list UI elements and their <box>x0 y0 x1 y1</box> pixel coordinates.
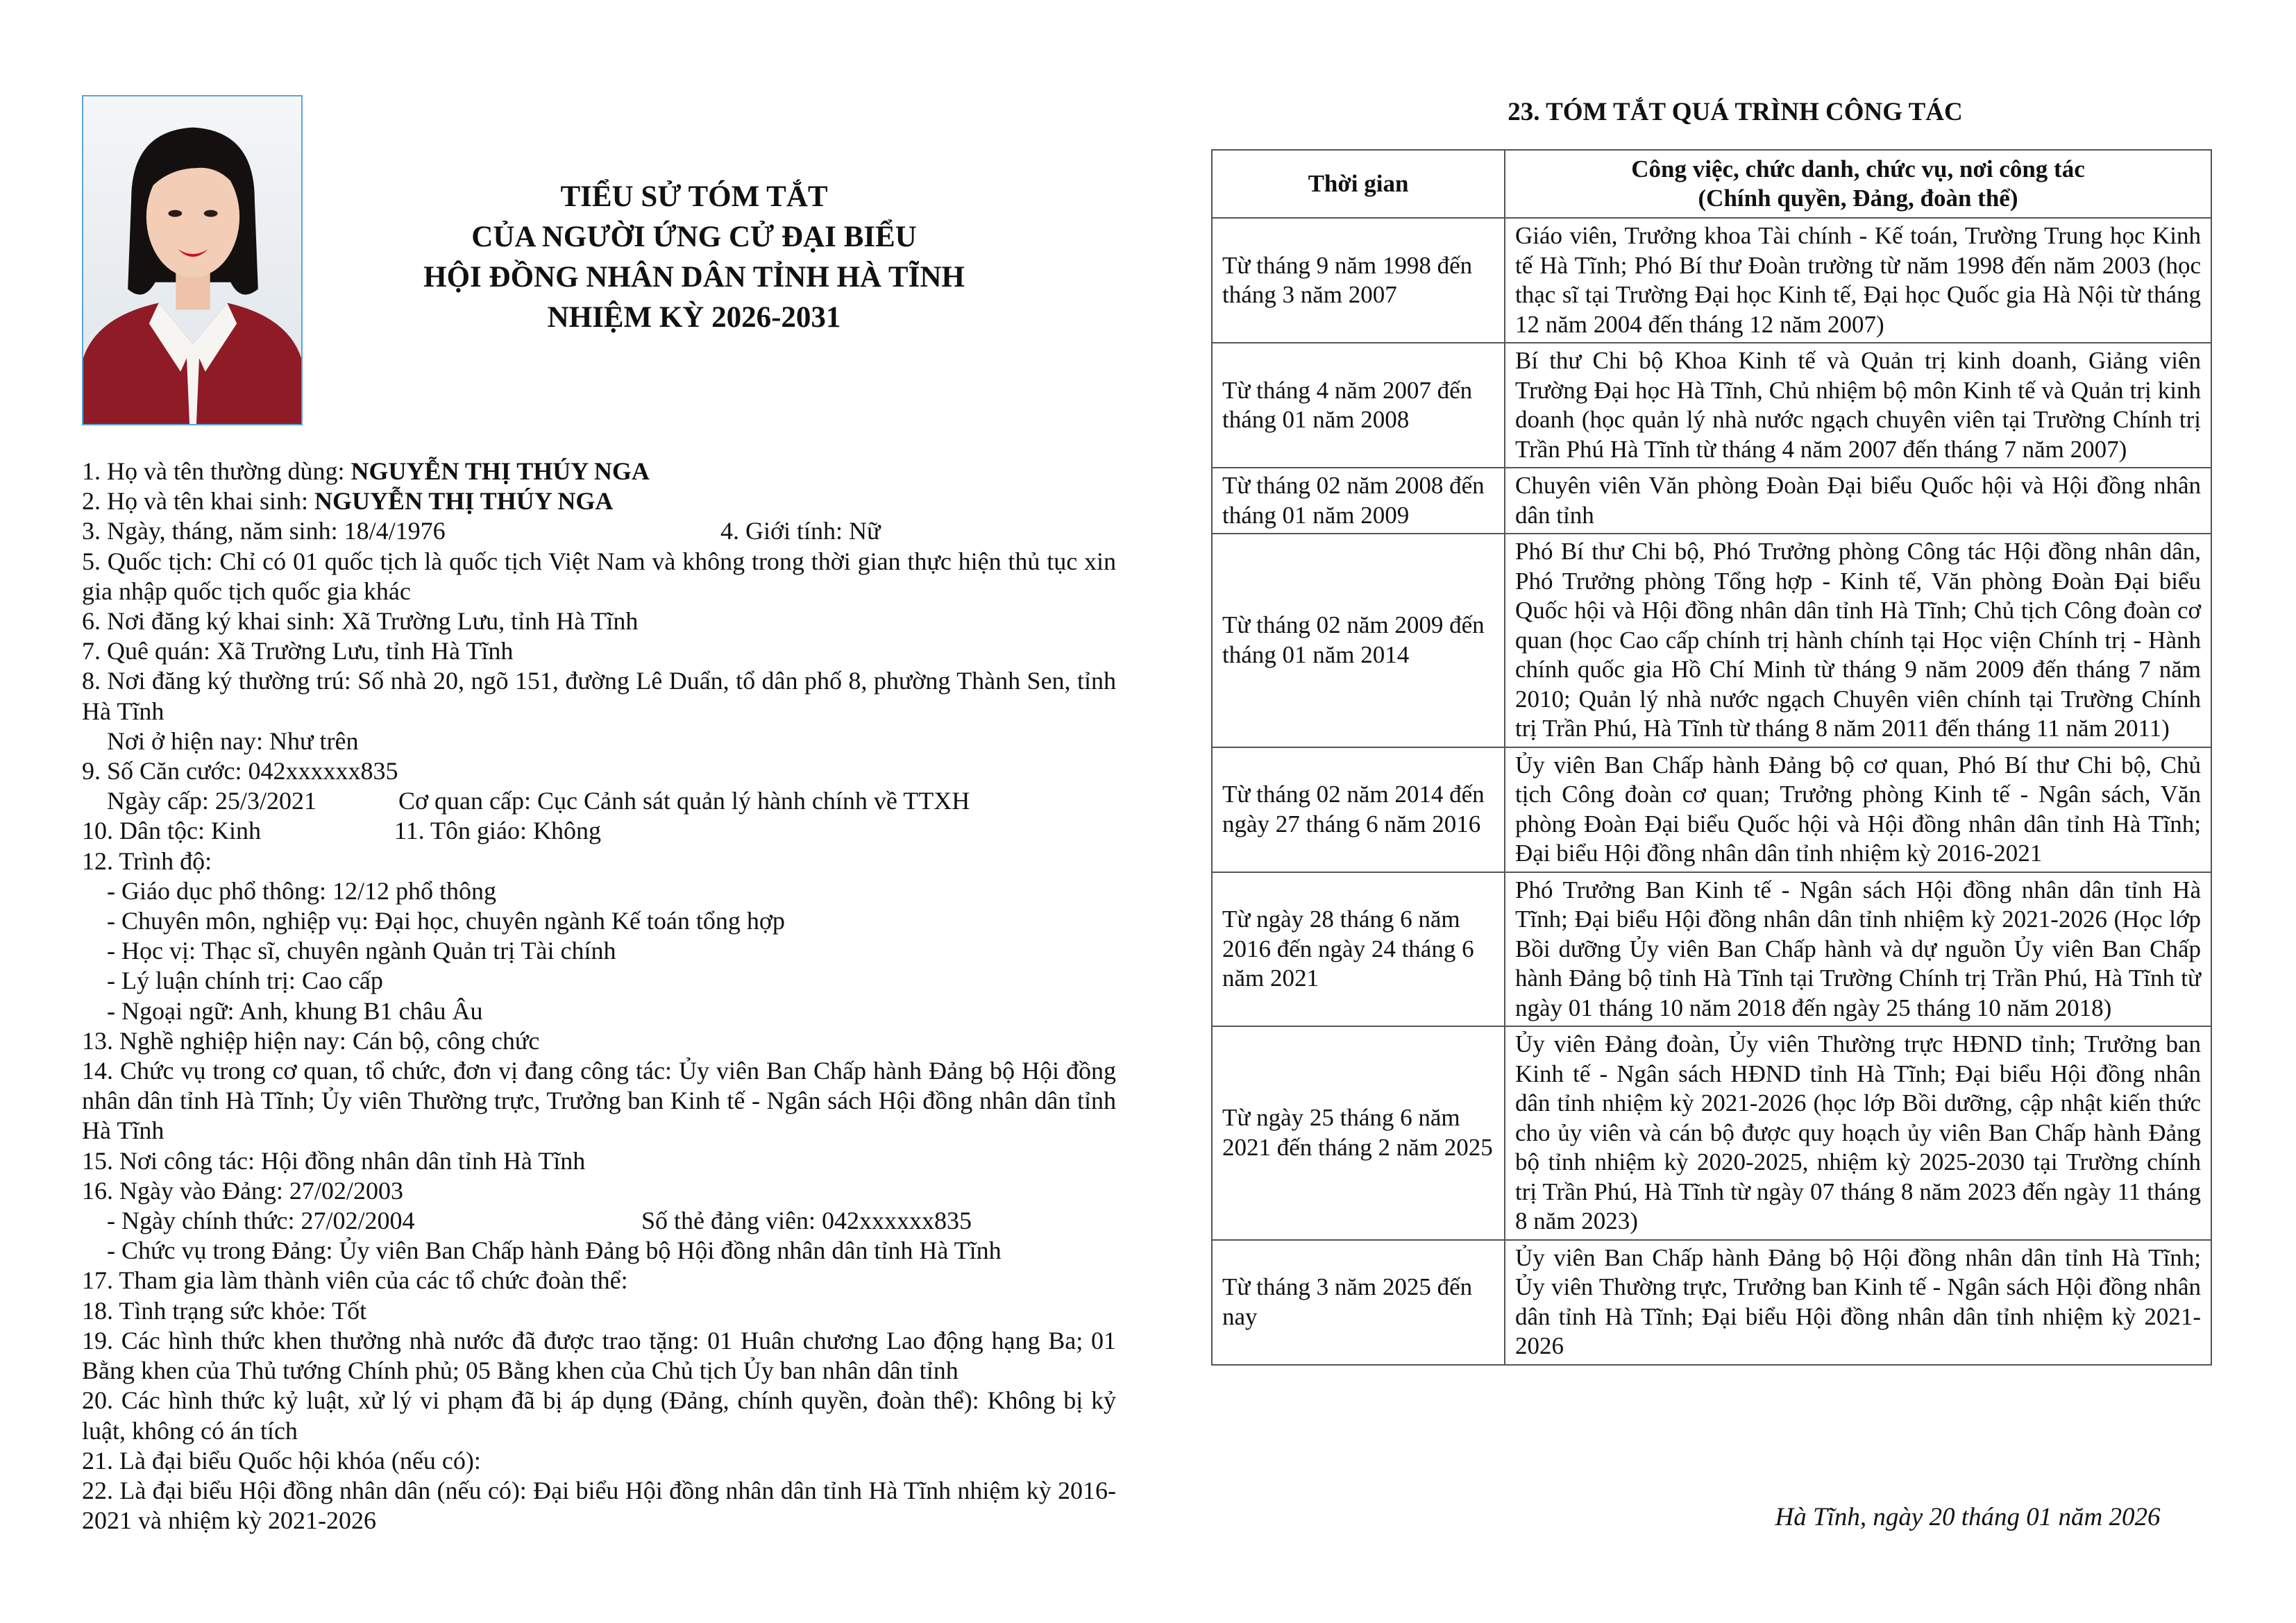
bio-occupation: 13. Nghề nghiệp hiện nay: Cán bộ, công chức <box>82 1026 540 1055</box>
signature-date-line: Hà Tĩnh, ngày 20 tháng 01 năm 2026 <box>1775 1503 2161 1531</box>
bio-pc-delegate: 22. Là đại biểu Hội đồng nhân dân (nếu có): Đại biểu Hội đồng nhân dân tỉnh Hà Tĩnh nhiệm kỳ 2016-2021 và nhiệm kỳ 2021-2026 <box>82 1476 1116 1535</box>
row-time: Từ ngày 28 tháng 6 năm 2016 đến ngày 24 tháng 6 năm 2021 <box>1212 872 1505 1027</box>
header-desc: Công việc, chức danh, chức vụ, nơi công tác (Chính quyền, Đảng, đoàn thể) <box>1505 150 2211 218</box>
bio-health: 18. Tình trạng sức khỏe: Tốt <box>82 1296 367 1325</box>
work-history-title: 23. TÓM TẮT QUÁ TRÌNH CÔNG TÁC <box>1508 98 1963 126</box>
row-time: Từ tháng 4 năm 2007 đến tháng 01 năm 2008 <box>1212 343 1505 468</box>
table-row <box>1212 1026 2211 1240</box>
bio-education-political: - Lý luận chính trị: Cao cấp <box>107 967 383 995</box>
table-row <box>1212 218 2211 343</box>
title-line-1: TIỂU SỬ TÓM TẮT <box>560 180 828 213</box>
bio-party-position: - Chức vụ trong Đảng: Ủy viên Ban Chấp hành Đảng bộ Hội đồng nhân dân tỉnh Hà Tĩnh <box>107 1237 1002 1265</box>
bio-education-language: - Ngoại ngữ: Anh, khung B1 châu Âu <box>107 996 483 1025</box>
work-history-table <box>1211 149 2212 1366</box>
row-desc: Ủy viên Đảng đoàn, Ủy viên Thường trực HĐND tỉnh; Trưởng ban Kinh tế - Ngân sách HĐND tỉnh Hà Tĩnh; Đại biểu Hội đồng nhân dân tỉnh nhiệm kỳ 2021-2026 (học lớp Bồi dưỡng, cập nhật kiến thức cho ủy viên và cán bộ được quy hoạch ủy viên Ban Chấp hành Đảng bộ tỉnh nhiệm kỳ 2020-2025, nhiệm kỳ 2025-2030 tại Trường chính trị Trần Phú, Hà Tĩnh từ ngày 07 tháng 8 năm 2023 đến ngày 11 tháng 8 năm 2023) <box>1505 1026 2211 1240</box>
bio-education-major: - Chuyên môn, nghiệp vụ: Đại học, chuyên ngành Kế toán tổng hợp <box>107 907 785 935</box>
biography-section <box>82 457 1116 1536</box>
bio-dob-gender <box>82 516 1116 546</box>
bio-na-delegate: 21. Là đại biểu Quốc hội khóa (nếu có): <box>82 1446 481 1475</box>
bio-dob: 3. Ngày, tháng, năm sinh: 18/4/1976 <box>82 517 446 545</box>
document-title <box>347 177 1041 338</box>
bio-education-degree: - Học vị: Thạc sĩ, chuyên ngành Quản trị Tài chính <box>107 937 616 965</box>
portrait-photo <box>82 95 303 425</box>
row-time: Từ tháng 02 năm 2008 đến tháng 01 năm 2009 <box>1212 468 1505 534</box>
name-common-value: NGUYỄN THỊ THÚY NGA <box>351 457 650 485</box>
title-line-3: HỘI ĐỒNG NHÂN DÂN TỈNH HÀ TĨNH <box>423 261 965 294</box>
bio-party-official <box>82 1206 1116 1236</box>
bio-education-heading: 12. Trình độ: <box>82 847 212 875</box>
row-desc: Chuyên viên Văn phòng Đoàn Đại biểu Quốc hội và Hội đồng nhân dân tỉnh <box>1505 468 2211 534</box>
row-time: Từ tháng 9 năm 1998 đến tháng 3 năm 2007 <box>1212 218 1505 343</box>
row-time: Từ tháng 02 năm 2009 đến tháng 01 năm 2014 <box>1212 534 1505 747</box>
row-desc: Ủy viên Ban Chấp hành Đảng bộ cơ quan, Phó Bí thư Chi bộ, Chủ tịch Công đoàn cơ quan; Trưởng phòng Kinh tế - Ngân sách, Văn phòng Đoàn Đại biểu Quốc hội và Hội đồng nhân dân tỉnh Hà Tĩnh; Đại biểu Hội đồng nhân dân tỉnh nhiệm kỳ 2016-2021 <box>1505 747 2211 872</box>
bio-id-issuer: Cơ quan cấp: Cục Cảnh sát quản lý hành chính về TTXH <box>398 787 970 815</box>
bio-nationality: 5. Quốc tịch: Chỉ có 01 quốc tịch là quốc tịch Việt Nam và không trong thời gian thực hiện thủ tục xin gia nhập quốc tịch quốc gia khác <box>82 547 1116 605</box>
table-row <box>1212 872 2211 1027</box>
row-time: Từ tháng 02 năm 2014 đến ngày 27 tháng 6 năm 2016 <box>1212 747 1505 872</box>
bio-organizations: 17. Tham gia làm thành viên của các tổ chức đoàn thể: <box>82 1266 628 1295</box>
row-time: Từ ngày 25 tháng 6 năm 2021 đến tháng 2 năm 2025 <box>1212 1026 1505 1240</box>
bio-name-birth: 2. Họ và tên khai sinh: NGUYỄN THỊ THÚY NGA <box>82 487 614 516</box>
row-desc: Giáo viên, Trưởng khoa Tài chính - Kế toán, Trường Trung học Kinh tế Hà Tĩnh; Phó Bí thư Đoàn trường từ năm 1998 đến năm 2003 (học thạc sĩ tại Trường Đại học Kinh tế, Đại học Quốc gia Hà Nội từ tháng 12 năm 2004 đến tháng 12 năm 2007) <box>1505 218 2211 343</box>
bio-current-position: 14. Chức vụ trong cơ quan, tổ chức, đơn vị đang công tác: Ủy viên Ban Chấp hành Đảng bộ Hội đồng nhân dân tỉnh Hà Tĩnh; Ủy viên Thường trực, Trưởng ban Kinh tế - Ngân sách Hội đồng nhân dân tỉnh Hà Tĩnh <box>82 1057 1116 1145</box>
bio-id-issue <box>82 786 1116 816</box>
row-time: Từ tháng 3 năm 2025 đến nay <box>1212 1240 1505 1365</box>
bio-discipline: 20. Các hình thức kỷ luật, xử lý vi phạm đã bị áp dụng (Đảng, chính quyền, đoàn thể): Không bị kỷ luật, không có án tích <box>82 1386 1116 1445</box>
bio-hometown: 7. Quê quán: Xã Trường Lưu, tỉnh Hà Tĩnh <box>82 637 514 665</box>
bio-workplace: 15. Nơi công tác: Hội đồng nhân dân tỉnh Hà Tĩnh <box>82 1146 586 1175</box>
bio-birth-registration: 6. Nơi đăng ký khai sinh: Xã Trường Lưu, tỉnh Hà Tĩnh <box>82 607 639 636</box>
row-desc: Phó Trưởng Ban Kinh tế - Ngân sách Hội đồng nhân dân tỉnh Hà Tĩnh; Đại biểu Hội đồng nhân dân tỉnh nhiệm kỳ 2021-2026 (Học lớp Bồi dưỡng Ủy viên Ban Chấp hành và dự nguồn Ủy viên Ban Chấp hành Đảng bộ tỉnh Hà Tĩnh tại Trường Chính trị Trần Phú, Hà Tĩnh từ ngày 01 tháng 10 năm 2018 đến ngày 25 tháng 10 năm 2018) <box>1505 872 2211 1027</box>
bio-awards: 19. Các hình thức khen thưởng nhà nước đã được trao tặng: 01 Huân chương Lao động hạng Ba; 01 Bằng khen của Thủ tướng Chính phủ; 05 Bằng khen của Chủ tịch Ủy ban nhân dân tỉnh <box>82 1326 1116 1385</box>
name-birth-value: NGUYỄN THỊ THÚY NGA <box>314 487 614 516</box>
bio-permanent-residence: 8. Nơi đăng ký thường trú: Số nhà 20, ngõ 151, đường Lê Duẩn, tổ dân phố 8, phường Thành Sen, tỉnh Hà Tĩnh <box>82 667 1116 725</box>
bio-gender: 4. Giới tính: Nữ <box>720 517 881 545</box>
row-desc: Ủy viên Ban Chấp hành Đảng bộ Hội đồng nhân dân tỉnh Hà Tĩnh; Ủy viên Thường trực, Trưởng ban Kinh tế - Ngân sách Hội đồng nhân dân tỉnh Hà Tĩnh; Đại biểu Hội đồng nhân dân tỉnh nhiệm kỳ 2021-2026 <box>1505 1240 2211 1365</box>
portrait-illustration <box>83 96 301 424</box>
table-row <box>1212 343 2211 468</box>
bio-education-general: - Giáo dục phổ thông: 12/12 phổ thông <box>107 876 496 905</box>
work-table-header <box>1212 150 2211 218</box>
title-line-2: CỦA NGƯỜI ỨNG CỬ ĐẠI BIỂU <box>471 221 917 253</box>
bio-ethnicity-religion <box>82 816 1116 846</box>
bio-id-issue-date: Ngày cấp: 25/3/2021 <box>107 787 316 815</box>
bio-party-join-date: 16. Ngày vào Đảng: 27/02/2003 <box>82 1176 403 1205</box>
table-row <box>1212 1240 2211 1365</box>
bio-id-number: 9. Số Căn cước: 042xxxxxx835 <box>82 757 398 785</box>
row-desc: Bí thư Chi bộ Khoa Kinh tế và Quản trị kinh doanh, Giảng viên Trường Đại học Hà Tĩnh, Chủ nhiệm bộ môn Kinh tế và Quản trị kinh doanh (học quản lý nhà nước ngạch chuyên viên tại Trường Chính trị Trần Phú Hà Tĩnh từ tháng 4 năm 2007 đến tháng 7 năm 2007) <box>1505 343 2211 468</box>
bio-party-official-date: - Ngày chính thức: 27/02/2004 <box>107 1207 415 1235</box>
table-row <box>1212 747 2211 872</box>
bio-party-card: Số thẻ đảng viên: 042xxxxxx835 <box>641 1207 972 1235</box>
bio-religion: 11. Tôn giáo: Không <box>394 817 601 845</box>
title-line-4: NHIỆM KỲ 2026-2031 <box>547 301 841 334</box>
bio-current-residence: Nơi ở hiện nay: Như trên <box>107 726 359 755</box>
row-desc: Phó Bí thư Chi bộ, Phó Trưởng phòng Công tác Hội đồng nhân dân, Phó Trưởng phòng Tổng hợp - Kinh tế, Văn phòng Đoàn Đại biểu Quốc hội và Hội đồng nhân dân tỉnh Hà Tĩnh; Chủ tịch Công đoàn cơ quan (học Cao cấp chính trị hành chính tại Học viện Chính trị - Hành chính quốc gia Hồ Chí Minh từ tháng 9 năm 2009 đến tháng 7 năm 2010; Quản lý nhà nước ngạch Chuyên viên chính tại Trường Chính trị Trần Phú, Hà Tĩnh từ tháng 8 năm 2011 đến tháng 11 năm 2011) <box>1505 534 2211 747</box>
table-row <box>1212 534 2211 747</box>
bio-ethnicity: 10. Dân tộc: Kinh <box>82 817 261 845</box>
table-row <box>1212 468 2211 534</box>
header-time: Thời gian <box>1212 150 1505 218</box>
bio-name-common: 1. Họ và tên thường dùng: NGUYỄN THỊ THÚY NGA <box>82 457 650 485</box>
